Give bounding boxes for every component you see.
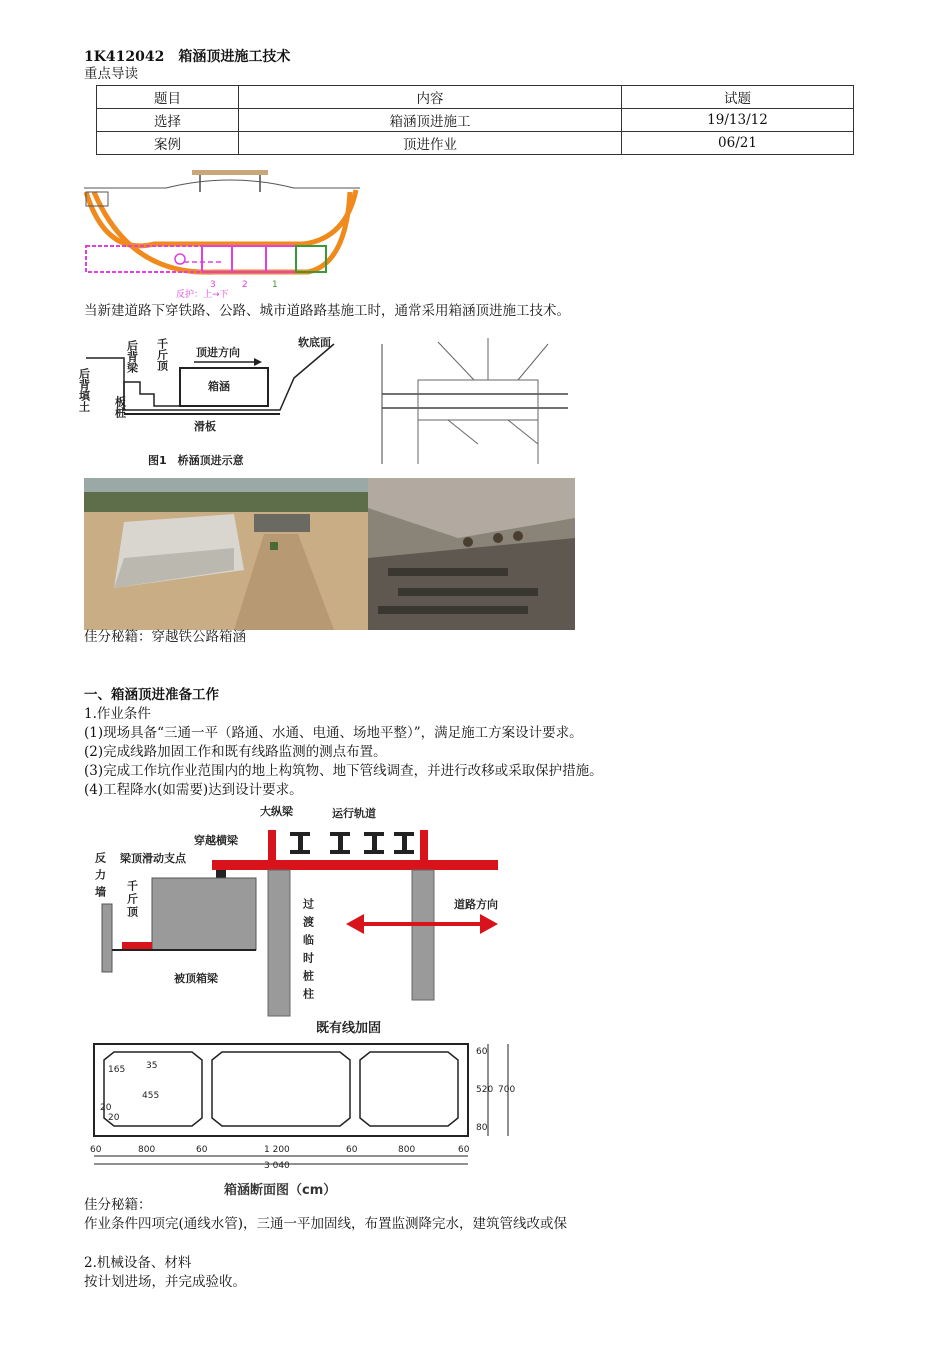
- fig4-caption: 箱涵断面图（cm）: [224, 1183, 337, 1198]
- label-box: 箱涵: [208, 380, 230, 393]
- box-section-figure: [84, 1040, 520, 1200]
- table-row: [97, 109, 854, 132]
- section2-text: 按计划进场，并完成验收。: [84, 1274, 246, 1290]
- dim-bottom: 800: [398, 1145, 416, 1155]
- seq-num: 3: [210, 280, 216, 290]
- section1-sub: 1.作业条件: [84, 706, 151, 722]
- condition-item: (3)完成工作坑作业范围内的地上构筑物、地下管线调查，并进行改移或采取保护措施。: [84, 763, 603, 779]
- table-cell: 箱涵顶进施工: [239, 109, 622, 132]
- table-header-row: [97, 86, 854, 109]
- excavation-sequence-figure: [84, 166, 360, 302]
- dim-right: 700: [498, 1085, 516, 1095]
- key-points-table: [96, 85, 854, 155]
- section2-sub: 2.机械设备、材料: [84, 1255, 192, 1271]
- condition-item: (1)现场具备“三通一平（路通、水通、电通、场地平整）”，满足施工方案设计要求。: [84, 725, 583, 741]
- dim-left: 20: [100, 1103, 112, 1113]
- excavation-line-2: [94, 192, 350, 272]
- dim-right: 520: [476, 1085, 494, 1095]
- table-header-cell: 试题: [622, 86, 854, 109]
- label-jack: 千斤顶: [155, 338, 169, 371]
- table-header-cell: 题目: [97, 86, 239, 109]
- tip-label: 佳分秘籍：: [84, 1197, 152, 1213]
- construction-photo-right: [368, 478, 575, 630]
- dim-left: 20: [108, 1113, 120, 1123]
- protect-note: 反护：上→下: [176, 290, 229, 300]
- table-cell: 选择: [97, 109, 239, 132]
- label-cross-beam: 穿越横梁: [194, 834, 238, 847]
- dim-left: 165: [108, 1065, 126, 1075]
- table-cell: 顶进作业: [239, 132, 622, 155]
- dim-bottom: 60: [196, 1145, 208, 1155]
- arrow-left: [346, 914, 364, 934]
- dim-right: 80: [476, 1123, 488, 1133]
- table-cell: 06/21: [622, 132, 854, 155]
- section-name: 箱涵顶进施工技术: [178, 49, 291, 65]
- box-section-2: [266, 246, 296, 272]
- label-direction: 顶进方向: [196, 346, 240, 359]
- label-pile: 板桩: [113, 396, 127, 418]
- condition-item: (4)工程降水(如需要)达到设计要求。: [84, 782, 303, 798]
- section-code: 1K412042: [84, 49, 165, 65]
- section1-heading: 一、箱涵顶进准备工作: [84, 687, 219, 703]
- arrow-right: [480, 914, 498, 934]
- label-box-beam: 被顶箱梁: [174, 972, 218, 985]
- label-transition-pile: 过渡临时桩柱: [301, 898, 315, 1006]
- seq-num: 2: [242, 280, 248, 290]
- label-jack: 千斤顶: [125, 880, 139, 919]
- dim-right: 60: [476, 1047, 488, 1057]
- label-big-beam: 大纵梁: [260, 805, 293, 818]
- excavation-line-1: [86, 190, 356, 246]
- label-back-fill: 后背填土: [77, 368, 91, 412]
- box-beam-shape: [152, 878, 256, 950]
- label-reaction-wall: 反力墙: [93, 852, 107, 903]
- label-road-direction: 道路方向: [454, 898, 498, 911]
- dim-left: 35: [146, 1061, 158, 1071]
- section-title: [84, 46, 290, 66]
- dim-bottom: 60: [90, 1145, 102, 1155]
- track-rails: [290, 832, 414, 854]
- beam-deck: [192, 170, 268, 175]
- box-section-3: [232, 246, 266, 272]
- label-slide: 滑板: [194, 420, 216, 433]
- jacking-schematic-figure: [77, 334, 356, 470]
- dim-bottom: 1 200: [264, 1145, 290, 1155]
- dim-bottom: 800: [138, 1145, 156, 1155]
- intro-paragraph: 当新建道路下穿铁路、公路、城市道路路基施工时，通常采用箱涵顶进施工技术。: [84, 303, 570, 319]
- reaction-wall-shape: [102, 904, 112, 972]
- construction-photo-left: [84, 478, 368, 630]
- table-cell: 19/13/12: [622, 109, 854, 132]
- guide-label: 重点导读: [84, 66, 138, 82]
- tip-text: 作业条件四项完(通线水管)，三通一平加固线，布置监测降完水，建筑管线改或保: [84, 1216, 568, 1232]
- condition-item: (2)完成线路加固工作和既有线路监测的测点布置。: [84, 744, 387, 760]
- fig3-caption: 既有线加固: [316, 1021, 382, 1036]
- label-back-beam: 后背梁: [125, 340, 139, 373]
- label-slide-point: 梁顶滑动支点: [120, 852, 186, 865]
- table-row: [97, 132, 854, 155]
- dim-bottom: 60: [346, 1145, 358, 1155]
- table-cell: 案例: [97, 132, 239, 155]
- dim-left: 455: [142, 1091, 160, 1101]
- pile-right: [412, 870, 434, 1000]
- photo-caption: 佳分秘籍：穿越铁公路箱涵: [84, 629, 246, 645]
- pile-left: [268, 870, 290, 1016]
- cross-beam-shape: [212, 860, 498, 870]
- fig2-caption: 图1 桥涵顶进示意: [148, 454, 244, 467]
- jack-shape: [122, 942, 152, 950]
- support-structure-figure: [378, 334, 574, 470]
- seq-num: 1: [272, 280, 278, 290]
- label-soft-base: 软底面: [298, 336, 331, 349]
- line-reinforcement-figure: [84, 800, 508, 1040]
- table-header-cell: 内容: [239, 86, 622, 109]
- section-outline: [94, 1044, 468, 1136]
- label-track: 运行轨道: [332, 807, 376, 820]
- dim-total: 3 040: [264, 1161, 290, 1171]
- dim-bottom: 60: [458, 1145, 470, 1155]
